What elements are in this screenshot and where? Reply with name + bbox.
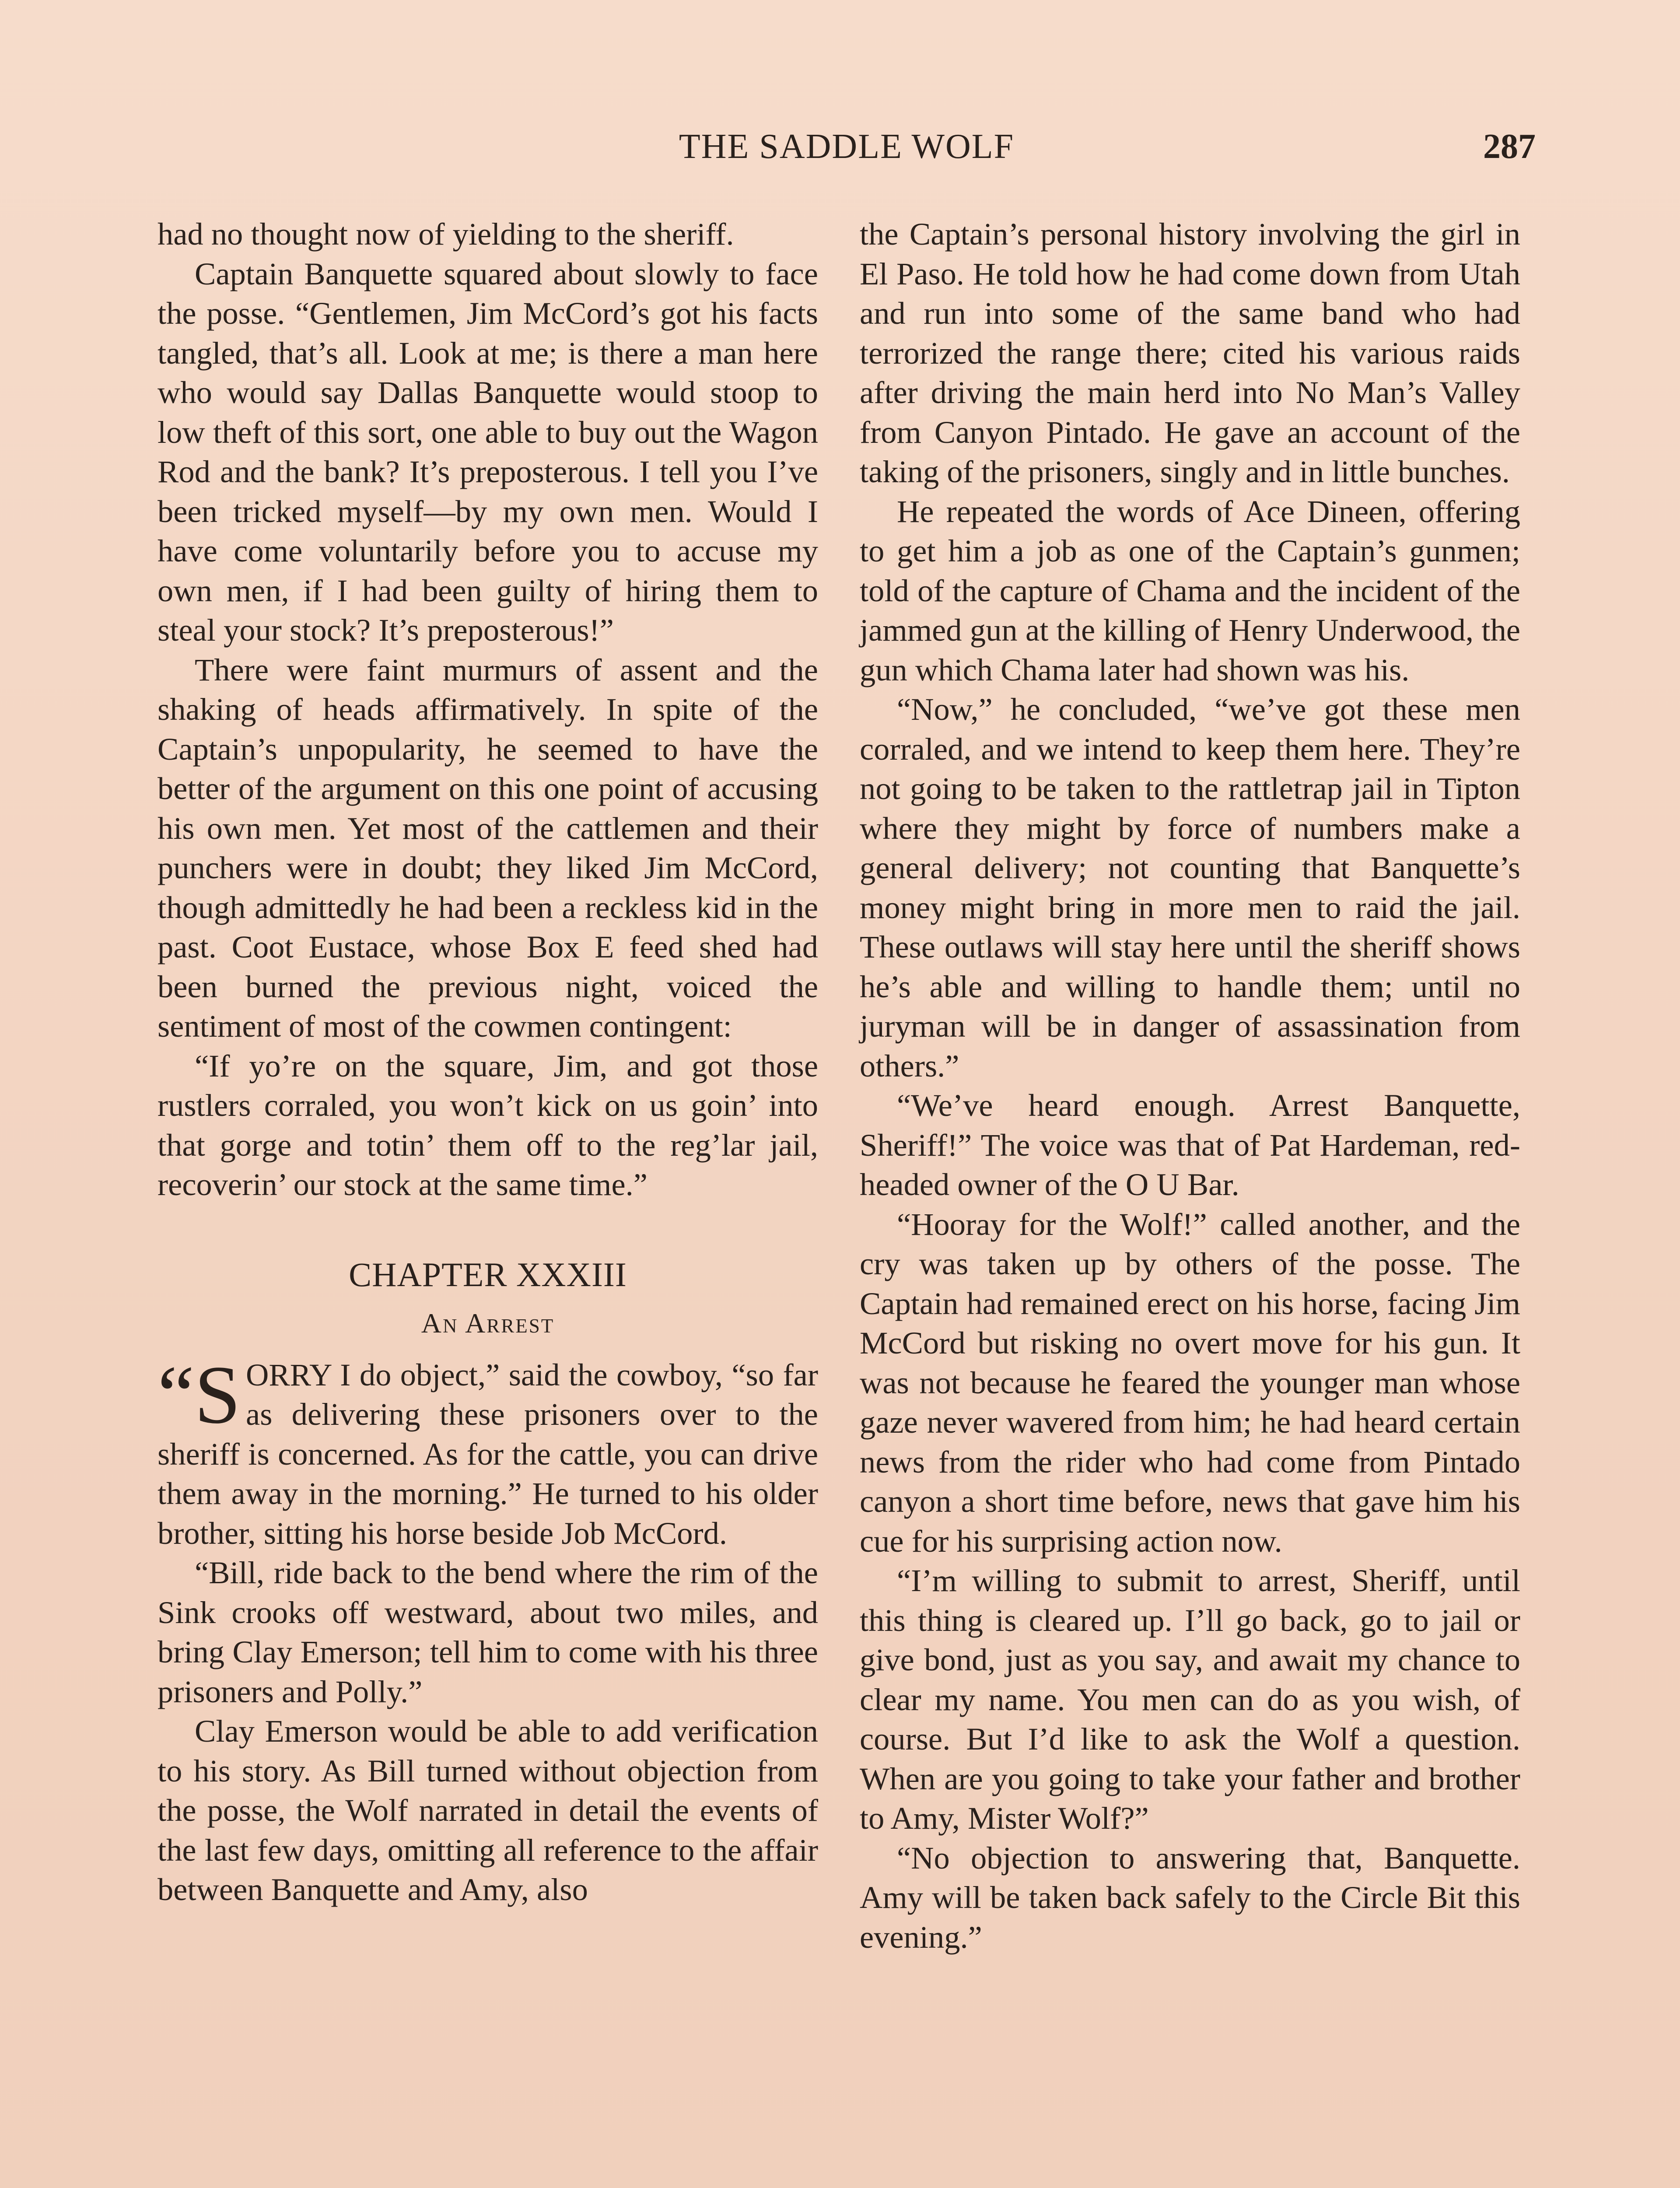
running-head (158, 127, 1536, 175)
paragraph-text: ORRY I do object,” said the cowboy, “so far as delivering these prisoners over to the sheriff is concerned. As for the cattle, you can drive them away in the morning.” He turned to his older brother, sitting his horse beside Job McCord. (158, 1357, 818, 1551)
paragraph: Captain Banquette squared about slowly to face the posse. “Gentlemen, Jim McCord’s got his facts tangled, that’s all. Look at me; is there a man here who would say Dallas Banquette would stoop to low theft of this sort, one able to buy out the Wagon Rod and the bank? It’s preposterous. I tell you I’ve been tricked myself—by my own men. Would I have come voluntarily before you to accuse my own men, if I had been guilty of hiring them to steal your stock? It’s preposterous!” (158, 256, 818, 648)
paragraph: “We’ve heard enough. Arrest Banquette, Sheriff!” The voice was that of Pat Hardeman, red-headed owner of the O U Bar. (860, 1087, 1520, 1202)
paragraph: “No objection to answering that, Banquette. Amy will be taken back safely to the Circle Bit this evening.” (860, 1840, 1520, 1955)
paragraph: Clay Emerson would be able to add verification to his story. As Bill turned without objection from the posse, the Wolf narrated in detail the events of the last few days, omitting all reference to the affair between Banquette and Amy, also (158, 1713, 818, 1907)
paragraph: There were faint murmurs of assent and the shaking of heads affirmatively. In spite of the Captain’s unpopularity, he seemed to have the better of the argument on this one point of accusing his own men. Yet most of the cattlemen and their punchers were in doubt; they liked Jim McCord, though admittedly he had been a reckless kid in the past. Coot Eustace, whose Box E feed shed had been burned the previous night, voiced the sentiment of most of the cowmen contingent: (158, 652, 818, 1044)
drop-cap-letter: S (194, 1349, 241, 1441)
paragraph: had no thought now of yielding to the sheriff. (158, 216, 734, 252)
paragraph: “Bill, ride back to the bend where the rim of the Sink crooks off westward, about two miles, and bring Clay Emerson; tell him to come with his three prisoners and Polly.” (158, 1555, 818, 1709)
paragraph: “Hooray for the Wolf!” called another, and the cry was taken up by others of the posse. The Captain had remained erect on his horse, facing Jim McCord but risking no overt move for his gun. It was not because he feared the younger man whose gaze never wavered from him; he had heard certain news from the rider who had come from Pintado canyon a short time before, news that gave him his cue for his surprising action now. (860, 1206, 1520, 1559)
running-title: THE SADDLE WOLF (679, 127, 1015, 166)
chapter-opening-paragraph (158, 1349, 818, 1553)
paragraph: the Captain’s personal history involving the girl in El Paso. He told how he had come down from Utah and run into some of the same band who had terrorized the range there; cited his various raids after driving the main herd into No Man’s Valley from Canyon Pintado. He gave an account of the taking of the prisoners, singly and in little bunches. (860, 216, 1520, 489)
right-column (860, 214, 1520, 1957)
paragraph: “If yo’re on the square, Jim, and got those rustlers corraled, you won’t kick on us goin’ into that gorge and totin’ them off to the reg’lar jail, recoverin’ our stock at the same time.” (158, 1048, 818, 1202)
paragraph: “Now,” he concluded, “we’ve got these men corraled, and we intend to keep them here. They’re not going to be taken to the rattletrap jail in Tipton where they might by force of numbers make a general delivery; not counting that Banquette’s money might bring in more men to raid the jail. These outlaws will stay here until the sheriff shows he’s able and willing to handle them; until no juryman will be in danger of assassination from others.” (860, 691, 1520, 1083)
paragraph: “I’m willing to submit to arrest, Sheriff, until this thing is cleared up. I’ll go back, go to jail or give bond, just as you say, and await my chance to clear my name. You men can do as you wish, of course. But I’d like to ask the Wolf a question. When are you going to take your father and brother to Amy, Mister Wolf?” (860, 1563, 1520, 1836)
left-column (158, 214, 818, 1910)
drop-cap-quote: “ (158, 1349, 195, 1441)
chapter-heading: CHAPTER XXXIII (349, 1255, 627, 1294)
drop-cap (158, 1349, 241, 1441)
page-number: 287 (1483, 127, 1536, 166)
chapter-subtitle: An Arrest (421, 1307, 555, 1339)
paragraph: He repeated the words of Ace Dineen, offering to get him a job as one of the Captain’s gunmen; told of the capture of Chama and the incident of the jammed gun at the killing of Henry Underwood, the gun which Chama later had shown was his. (860, 493, 1520, 687)
